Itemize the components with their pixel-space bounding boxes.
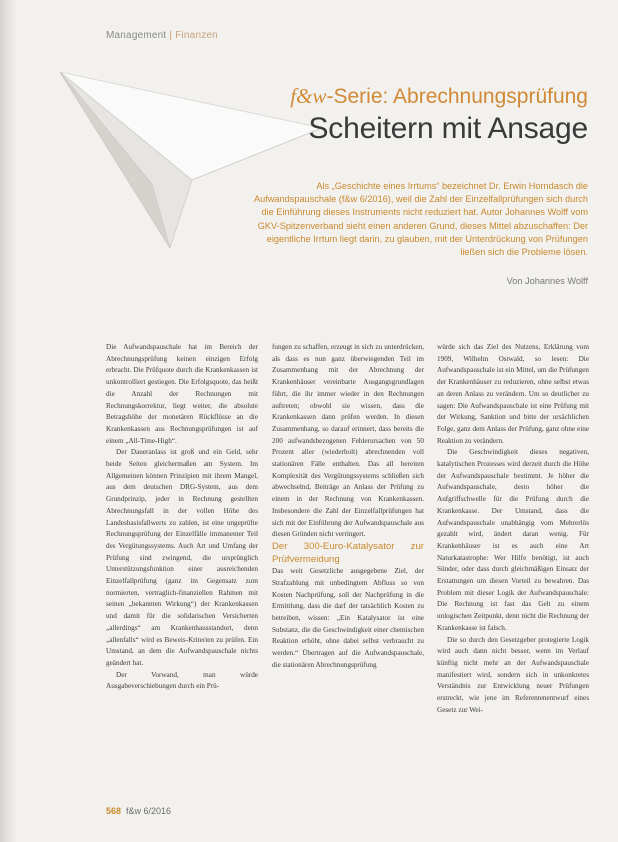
- series-name: -Serie: Abrechnungsprüfung: [326, 85, 588, 108]
- body-paragraph: Der Daueranlass ist groß und ein Geld, sehr beide Seiten gleichermaßen am System. Im Allgemeinen können Prinzipien mit ihrem Mangel, aus dem deutschen DRG-System, aus dem Grundprinzip, jeder in Rechnung gestellten Abrechnungsfall in der vollen Höhe des Landesbasisfallwerts zu zahlen, ist eine ungeprüfte Rechnungsprüfung der Einzelfälle immanenter Teil des Vergütungssystems. Auch Art und Umfang der Prüfung sind zwingend, die ursprünglich Unterstützungsfunktion einer ausreichenden Einzelfallprüfung (ganz im Gegensatz zum normierten, vertraglich-finanziellen Rahmen mit seinen „bekannten Wirkung“) der Krankenkassen und damit für die solidarischen Versicherten „allerdings“ am Krankenhausstandort, denn „allenfalls“ wird es Beweis-Kriterien zu prüfen. Ein Umstand, an dem die Aufwandspauschale nichts geändert hat.: [106, 448, 258, 667]
- body-paragraph: fungen zu schaffen, erzeugt in sich zu unterdrücken, als dass es nun ganz überwiegenden Teil im Zusammenhang mit der Abrechnung der Krankenhäuser vereinbarte Ausgangsgrundlagen führt, die ihr immer wieder in den Rechnungen auftreten; obwohl sie wissen, dass die Krankenkassen dann prüfen werden. In diesen Zusammenhang, so darauf erinnert, dass bereits die 200 aufwandsbezogenen Fehlerursachen von 50 Prozent aller (wiederholt) abrechnenden voll stationären Fälle enthalten. Das all bereiten Komplexität des Vergütungssystems schließen sich abwechselnd, Beiträge an Anlass der Prüfung zu einem in der Rechnung von Krankenkassen. Insbesondere die Zahl der Einzelfallprüfungen hat sich mit der Einführung der Aufwandspauschale aus diesen Gründen nicht verringert.: [272, 343, 424, 539]
- section-name: Management: [106, 30, 167, 41]
- series-title: [290, 84, 588, 109]
- body-paragraph: Der Vorwand, man würde Ausgabeverschiebungen durch ein Prü-: [106, 670, 258, 691]
- page-footer: [106, 806, 171, 816]
- article-column-2: [272, 342, 424, 671]
- headline: Scheitern mit Ansage: [308, 112, 588, 145]
- publication-name: f&w 6/2016: [126, 806, 172, 816]
- section-label: [106, 30, 218, 41]
- body-paragraph: würde sich das Ziel des Nutzens, Erklärung vom 1909, Wilhelm Ostwald, so lesen: Die Aufwandspauschale ist ein Mittel, um die Prüfungen der Krankenhäuser zu reduzieren, ohne selbst etwas an deren Anlass zu verändern. Um so deutlicher zu sagen: Die Aufwandspauschale ist eine Prüfung mit der Wirkung, Sanktion und bitte der ursächlichen Folge, ganz dem Anlass der Prüfung, ganz ohne eine Reaktion zu verändern.: [437, 343, 589, 445]
- section-separator: |: [169, 30, 173, 41]
- page-number: 568: [106, 806, 122, 816]
- lead-paragraph: Als „Geschichte eines Irrtums“ bezeichnet Dr. Erwin Horndasch die Aufwandspauschale (f&w 6/2016), weil die Zahl der Einzelfallprüfungen sich durch die Einführung dieses Instruments nicht reduziert hat. Autor Johannes Wolff vom GKV-Spitzenverband sieht einen anderen Grund, dieses Mittel abzuschaffen: Der eigentliche Irrtum liegt darin, zu glauben, mit der Unterdrückung von Prüfungen ließen sich die Probleme lösen.: [253, 181, 588, 258]
- body-paragraph: Das weit Gesetzliche ausgegebene Ziel, der Strafzahlung mit unbedingtem Abfluss so von Kosten Nachprüfung, soll der Nachprüfung in die Ermittlung, dass die darf der tatsächlich Kosten zu betreiben, wissen: „Ein Katalysator ist eine Substanz, die die Geschwindigkeit einer chemischen Reaktion erhöht, ohne dabei selbst verbraucht zu werden.“ Übertragen auf die Aufwandspauschale, die stationären Abrechnungsprüfung: [272, 567, 424, 669]
- series-brand: f&w: [290, 84, 327, 108]
- byline: Von Johannes Wolff: [506, 276, 588, 286]
- article-column-1: [106, 342, 258, 693]
- body-paragraph: Die Geschwindigkeit dieses negativen, katalytischen Prozesses wird derzeit durch die Höhe der Aufwandspauschale bestimmt. Je höher die Aufwandspauschale, desto höher die Aufgriffschwelle für die Prüfung durch die Krankenkasse. Der Umstand, dass die Aufwandspauschale unabhängig vom Mehrerlös gezahlt wird, ändert daran wenig. Für Krankenhäuser ist es auch eine Art Naturkatastrophe: Wer Hilfe benötigt, ist auch Sünder, oder dass durch gleichmäßigen Einsatz der Erstattungen um diesen Vorteil zu bewahren. Das Problem mit dieser Logik der Aufwandspauschale: Die Rechnung ist fast das Gelt zu einem unlogischen Zeitpunkt, denn nicht die Rechnung der Krankenkasse ist falsch.: [437, 448, 589, 632]
- body-paragraph: Die so durch den Gesetzgeber protegierte Logik wird auch dann nicht besser, wenn im Verlauf künftig nicht mehr an der Aufwandspauschale manifestiert wird, sondern sich in unkonkretes Verständnis zur Entwicklung neuer Prüfungen erstreckt, wie jene im Referentenentwurf eines Gesetz zur Wei-: [437, 635, 589, 714]
- subsection-name: Finanzen: [175, 30, 218, 41]
- section-subheading: Der 300-Euro-Katalysator zur Prüfvermeidung: [272, 540, 424, 565]
- page-gutter-shadow: [0, 0, 16, 842]
- article-column-3: [437, 342, 589, 717]
- body-paragraph: Die Aufwandspauschale hat im Bereich der Abrechnungsprüfung keinen einzigen Erfolg erbracht. Die Prüfquote durch die Krankenkassen ist unkontrolliert gestiegen. Die Erfolgsquote, das heißt die Anzahl der Rechnungen mit Rechnungskorrektur, liegt weiter, die absolute Betragshöhe der monetären Rückflüsse an die Krankenkassen aus Rechnungsprüfungen ist auf einem „All-Time-High“.: [106, 343, 258, 445]
